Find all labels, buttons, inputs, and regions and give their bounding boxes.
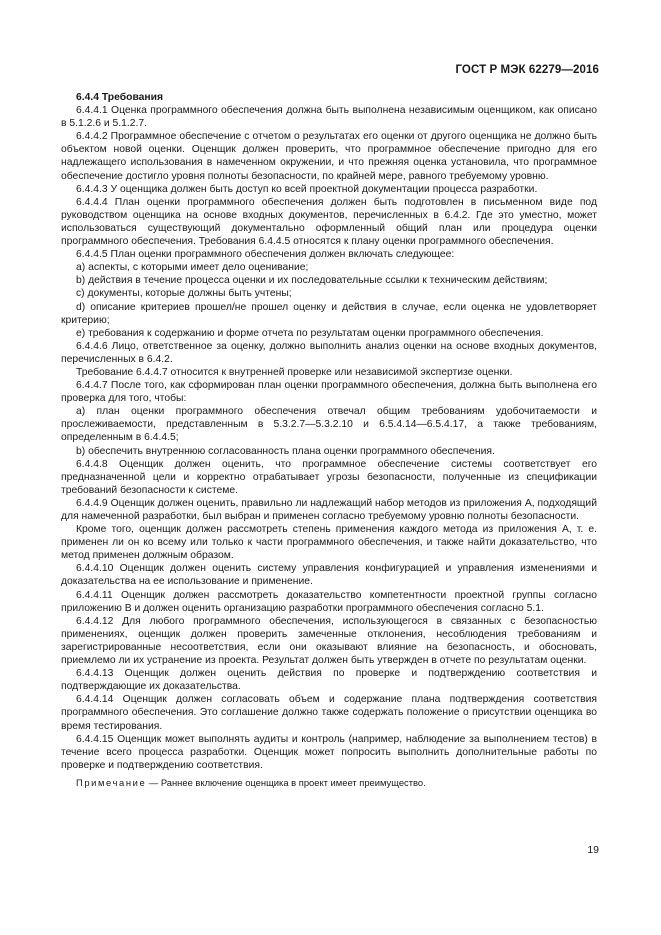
section-body	[61, 91, 597, 789]
paragraph-6-4-4-5: 6.4.4.5 План оценки программного обеспечения должен включать следующее:	[76, 249, 455, 261]
list-item-b-2: b) обеспечить внутреннюю согласованность плана оценки программного обеспечения.	[76, 445, 495, 457]
paragraph-6-4-4-1: 6.4.4.1 Оценка программного обеспечения должна быть выполнена независимым оценщиком, как описано в 5.1.2.6 и 5.1.2.7.	[61, 105, 597, 130]
note-label: Примечание	[76, 776, 147, 788]
paragraph-6-4-4-3: 6.4.4.3 У оценщика должен быть доступ ко всей проектной документации процесса разработки.	[76, 183, 538, 195]
paragraph-6-4-4-10: 6.4.4.10 Оценщик должен оценить систему управления конфигурацией и управления изменениями и доказательства на ее использование и применение.	[61, 563, 597, 588]
paragraph-6-4-4-8: 6.4.4.8 Оценщик должен оценить, что программное обеспечение системы соответствует его предназначенной цели и корректно отрабатывает угрозы безопасности, полученные из спецификации требований безопасности к системе.	[61, 458, 597, 496]
paragraph-6-4-4-15: 6.4.4.15 Оценщик может выполнять аудиты и контроль (например, наблюдение за выполнением тестов) в течение всего процесса разработки. Оценщик может попросить выполнить дополнительные работы по проверке и подтверждению соответствия.	[61, 733, 597, 771]
list-item-a: a) аспекты, с которыми имеет дело оценивание;	[76, 262, 309, 274]
list-item-e: e) требования к содержанию и форме отчета по результатам оценки программного обеспечения.	[76, 327, 544, 339]
paragraph-6-4-4-14: 6.4.4.14 Оценщик должен согласовать объем и содержание плана подтверждения соответствия программного обеспечения. Это соглашение должно также содержать положение о присутствии оценщика во время тестирования.	[61, 694, 597, 732]
note-text: — Раннее включение оценщика в проект имеет преимущество.	[146, 776, 426, 788]
paragraph-6-4-4-2: 6.4.4.2 Программное обеспечение с отчетом о результатах его оценки от другого оценщика не должно быть объектом новой оценки. Оценщик должен проверить, что программное обеспечение пригодно для его надлежащего использования в намеченном окружении, и что прежняя оценка установила, что программное обеспечение достигло уровня полноты безопасности, по крайней мере, равного требуемому уровню.	[61, 131, 597, 182]
paragraph-6-4-4-4: 6.4.4.4 План оценки программного обеспечения должен быть подготовлен в письменном виде под руководством оценщика на основе входных документов, перечисленных в 6.4.2. Где это уместно, может использоваться существующий документально оформленный общий план или процедура оценки программного обеспечения. Требования 6.4.4.5 относятся к плану оценки программного обеспечения.	[61, 196, 597, 248]
paragraph-6-4-4-11: 6.4.4.11 Оценщик должен рассмотреть доказательство компетентности проектной группы согласно приложению В и должен оценить организацию разработки программного обеспечения согласно 5.1.	[61, 589, 597, 614]
list-item-a-2: a) план оценки программного обеспечения отвечал общим требованиям удобочитаемости и прослеживаемости, представленным в 5.3.2.7—5.3.2.10 и 6.5.4.14—6.5.4.17, а также требованиям, определенным в 6.4.4.5;	[61, 406, 597, 444]
paragraph-6-4-4-7: 6.4.4.7 После того, как сформирован план оценки программного обеспечения, должна быть выполнена его проверка для того, чтобы:	[61, 380, 597, 405]
standard-designation: ГОСТ Р МЭК 62279—2016	[455, 64, 599, 76]
paragraph-6-4-4-12: 6.4.4.12 Для любого программного обеспечения, использующегося в связанных с безопасностью применениях, оценщик должен проверить замеченные отклонения, несоблюдения требованиям и зарегистрированные несоответствия, если они оказывают влияние на безопасность, и обосновать, приемлемо ли их устранение из проекта. Результат должен быть утвержден в отчете по результатам оценки.	[61, 615, 597, 667]
list-item-d: d) описание критериев прошел/не прошел оценку и действия в случае, если оценка не удовлетворяет критерию;	[61, 301, 597, 326]
section-heading: 6.4.4 Требования	[76, 92, 164, 103]
page-number: 19	[587, 844, 599, 856]
paragraph-6-4-4-6: 6.4.4.6 Лицо, ответственное за оценку, должно выполнить анализ оценки на основе входных документов, перечисленных в 6.4.2.	[61, 340, 597, 365]
paragraph-requirement-note: Требование 6.4.4.7 относится к внутренней проверке или независимой экспертизе оценки.	[76, 366, 513, 378]
paragraph-6-4-4-9-cont: Кроме того, оценщик должен рассмотреть степень применения каждого метода из приложения А, т. е. применен ли он ко всему или только к части программного обеспечения, и также найти доказательство, что метод применен должным образом.	[61, 524, 597, 562]
note	[61, 777, 597, 789]
paragraph-6-4-4-13: 6.4.4.13 Оценщик должен оценить действия по проверке и подтверждению соответствия и подтверждающие их доказательства.	[61, 668, 597, 693]
list-item-b: b) действия в течение процесса оценки и их последовательные ссылки к техническим действиям;	[76, 275, 548, 287]
paragraph-6-4-4-9: 6.4.4.9 Оценщик должен оценить, правильно ли надлежащий набор методов из приложения А, подходящий для намеченной разработки, был выбран и применен согласно требуемому уровню полноты безопасности.	[61, 497, 597, 522]
list-item-c: c) документы, которые должны быть учтены;	[76, 288, 292, 300]
